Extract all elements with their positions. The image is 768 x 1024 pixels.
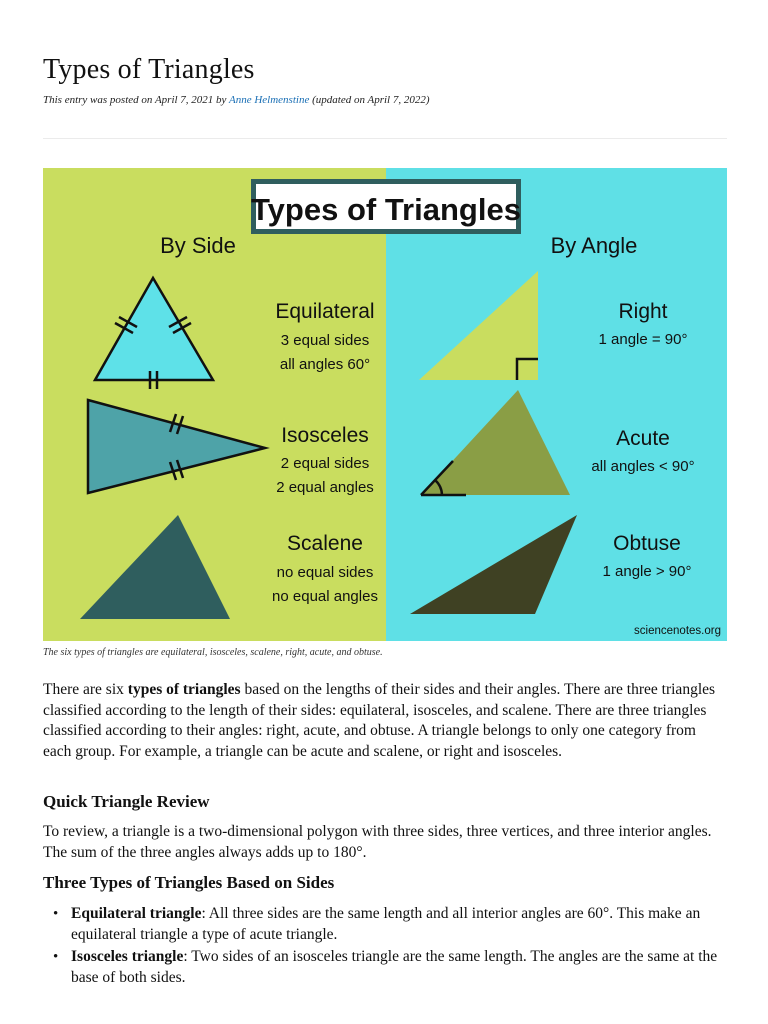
acute-name: Acute <box>616 427 670 450</box>
scalene-name: Scalene <box>287 532 363 555</box>
divider <box>43 138 727 139</box>
intro-pre: There are six <box>43 681 128 698</box>
credit-text: sciencenotes.org <box>634 625 721 637</box>
obtuse-line1: 1 angle > 90° <box>602 563 692 580</box>
infographic <box>43 168 727 641</box>
list-item-term: Equilateral triangle <box>71 905 202 922</box>
intro-post: based on the lengths of their sides and their angles. There are three triangles classified according to the length of their sides: equilateral, isosceles, and scalene. There are three triangles classified according to their angles: right, acute, and obtuse. A triangle belongs to only one category from each group. For example, a triangle can be acute and scalene, or right and isosceles. <box>43 681 716 760</box>
isosceles-name: Isosceles <box>281 424 369 447</box>
right-line1: 1 angle = 90° <box>598 331 688 348</box>
list-item <box>43 947 727 988</box>
equilateral-name: Equilateral <box>275 300 375 323</box>
right-name: Right <box>618 300 668 323</box>
sides-heading: Three Types of Triangles Based on Sides <box>43 873 335 892</box>
obtuse-name: Obtuse <box>613 532 681 555</box>
figure-caption: The six types of triangles are equilateral, isosceles, scalene, right, acute, and obtuse. <box>43 647 383 658</box>
author-link[interactable]: Anne Helmenstine <box>229 94 310 106</box>
isosceles-line2: 2 equal angles <box>276 479 374 496</box>
list-item-text: : All three sides are the same length and all interior angles are 60°. This make an equilateral triangle a type of acute triangle. <box>71 905 701 943</box>
infographic-svg <box>43 168 727 641</box>
list-item-term: Isosceles triangle <box>71 948 184 965</box>
intro-paragraph <box>43 680 727 762</box>
review-paragraph: To review, a triangle is a two-dimensional polygon with three sides, three vertices, and three interior angles. The sum of the three angles always adds up to 180°. <box>43 823 712 861</box>
by-side-label: By Side <box>160 233 236 258</box>
list-item <box>43 904 727 945</box>
review-heading: Quick Triangle Review <box>43 792 210 811</box>
intro-bold: types of triangles <box>127 681 241 698</box>
meta-prefix: This entry was posted on April 7, 2021 by <box>43 94 229 106</box>
equilateral-line2: all angles 60° <box>279 356 371 373</box>
page-title: Types of Triangles <box>43 54 255 85</box>
isosceles-line1: 2 equal sides <box>280 455 370 472</box>
post-meta <box>43 94 430 106</box>
list-item-text: : Two sides of an isosceles triangle are the same length. The angles are the same at the base of both sides. <box>71 948 718 986</box>
scalene-line2: no equal angles <box>272 588 378 605</box>
sides-list <box>43 904 727 990</box>
infographic-heading: Types of Triangles <box>251 192 521 227</box>
meta-suffix: (updated on April 7, 2022) <box>309 94 430 106</box>
by-angle-label: By Angle <box>550 233 638 258</box>
acute-line1: all angles < 90° <box>591 458 695 475</box>
equilateral-line1: 3 equal sides <box>280 332 370 349</box>
scalene-line1: no equal sides <box>276 564 374 581</box>
